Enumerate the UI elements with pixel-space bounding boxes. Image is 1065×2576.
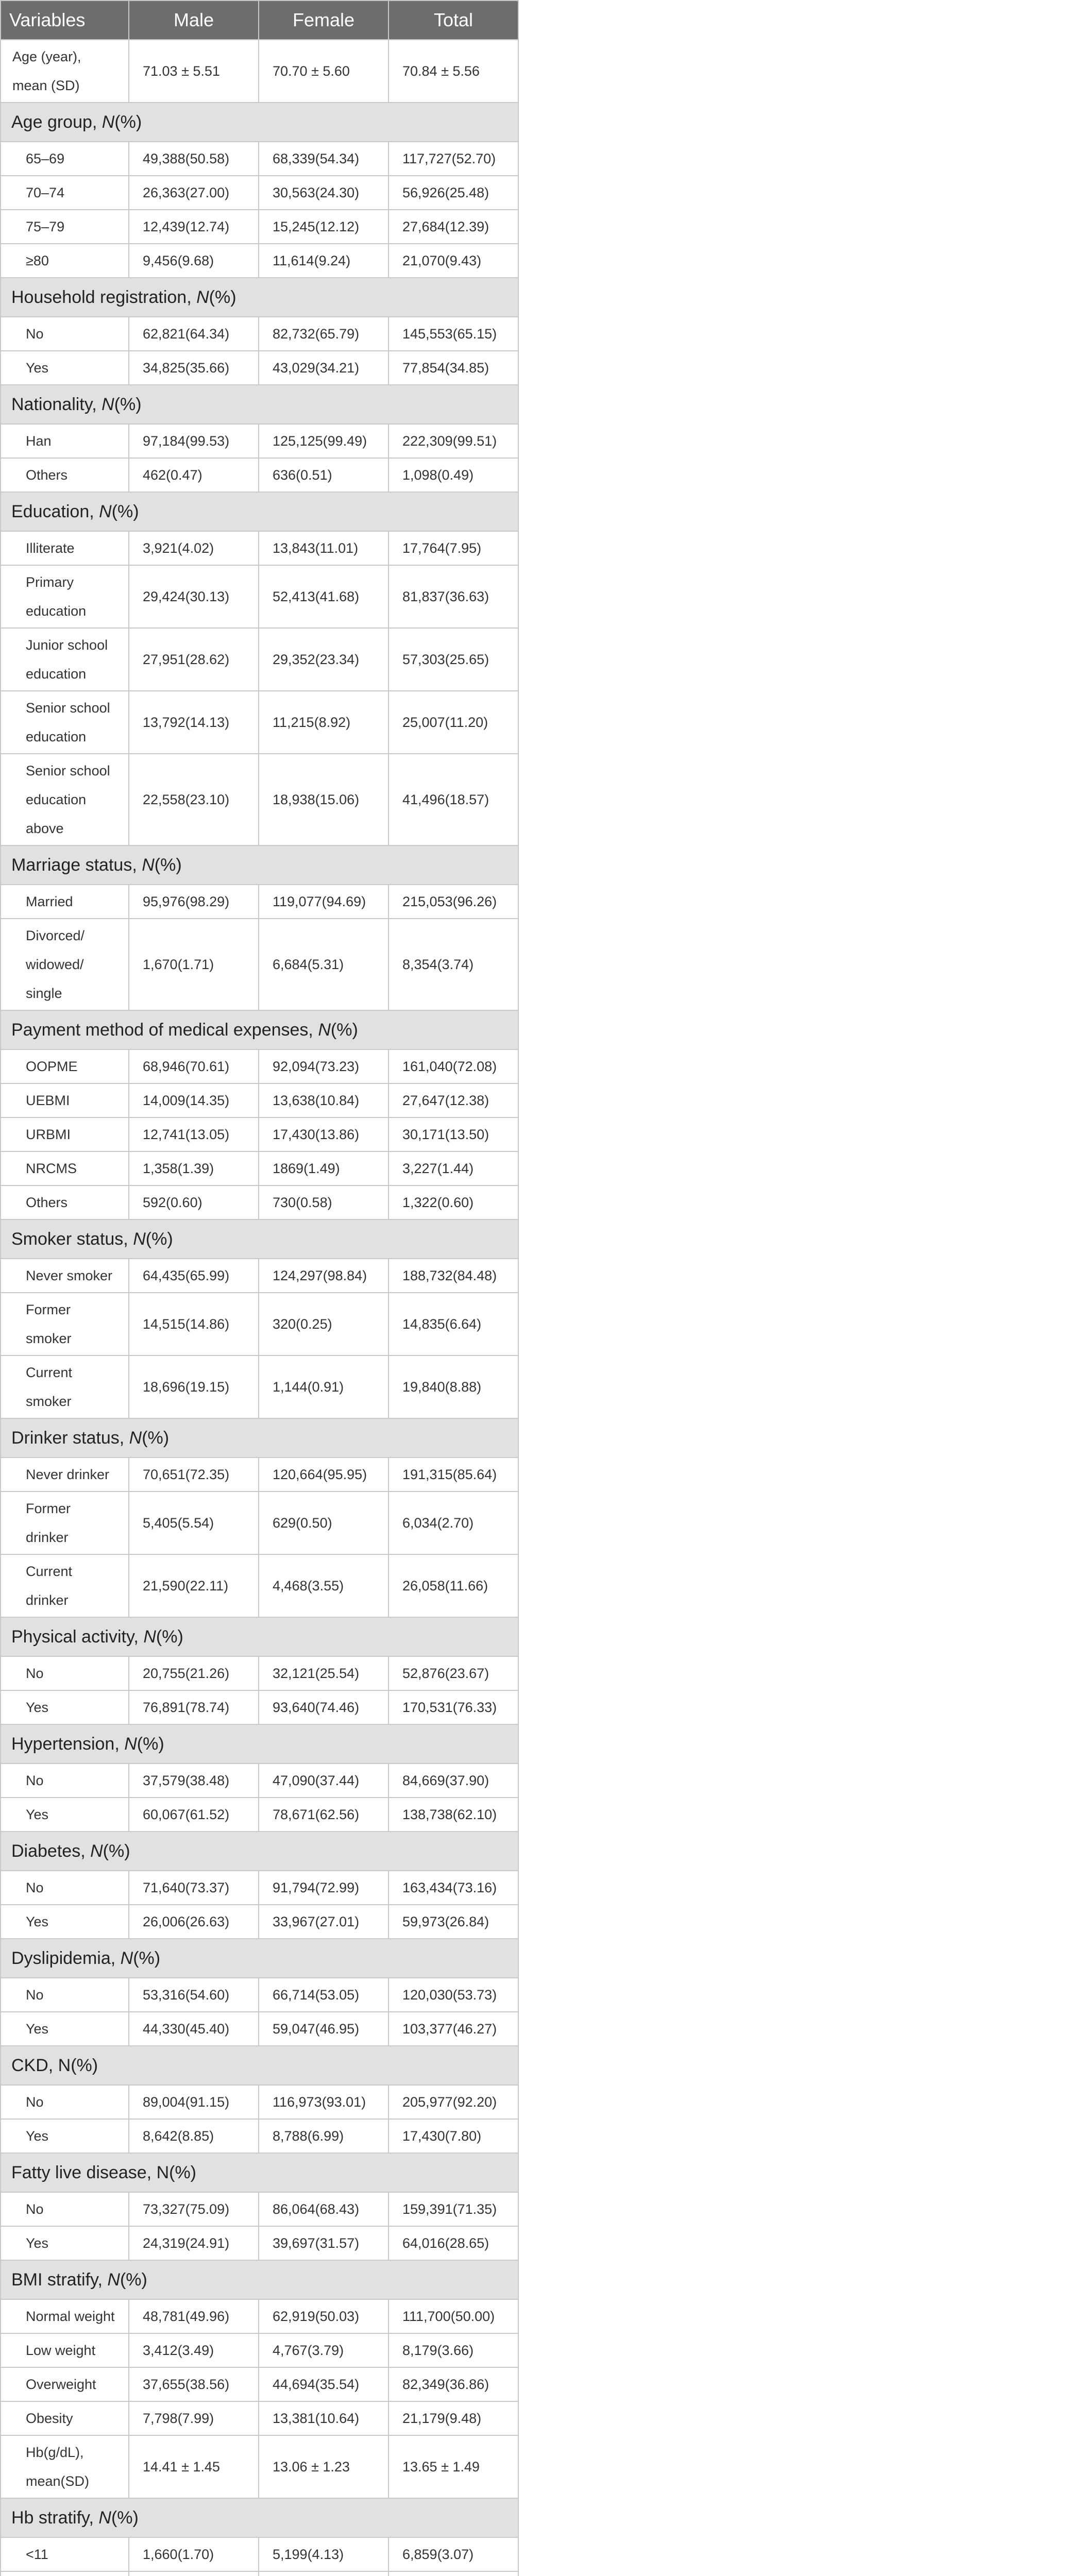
section-title: Dyslipidemia, N(%) [1, 1939, 518, 1978]
row-label: Yes [1, 1690, 129, 1724]
cell-female: 1869(1.49) [259, 1151, 388, 1185]
cell-male: 29,424(30.13) [129, 565, 259, 628]
table-row [1, 2401, 518, 2435]
cell-female: 32,121(25.54) [259, 1656, 388, 1690]
cell-female: 1,144(0.91) [259, 1355, 388, 1418]
cell-female: 44,694(35.54) [259, 2367, 388, 2401]
cell-female: 730(0.58) [259, 1185, 388, 1219]
row-label: Hb(g/dL), mean(SD) [1, 2435, 129, 2498]
cell-male: 26,006(26.63) [129, 1905, 259, 1939]
cell-total: 27,684(12.39) [388, 210, 518, 244]
section-header-row [1, 1617, 518, 1656]
cell-total: 77,854(34.85) [388, 351, 518, 385]
table-row [1, 1978, 518, 2012]
cell-female: 320(0.25) [259, 1293, 388, 1355]
cell-total: 26,058(11.66) [388, 1554, 518, 1617]
row-label: Former smoker [1, 1293, 129, 1355]
row-label: No [1, 1871, 129, 1905]
cell-female: 17,430(13.86) [259, 1117, 388, 1151]
cell-total: 6,034(2.70) [388, 1492, 518, 1554]
cell-male: 3,412(3.49) [129, 2333, 259, 2367]
table-row [1, 1554, 518, 1617]
row-label: Yes [1, 2012, 129, 2046]
cell-total: 41,496(18.57) [388, 754, 518, 845]
cell-female: 4,468(3.55) [259, 1554, 388, 1617]
cell-male: 53,316(54.60) [129, 1978, 259, 2012]
cell-male: 5,405(5.54) [129, 1492, 259, 1554]
table-row [1, 2226, 518, 2260]
row-label: OOPME [1, 1049, 129, 1083]
table-row [1, 628, 518, 691]
row-label: Primary education [1, 565, 129, 628]
section-title: Fatty live disease, N(%) [1, 2153, 518, 2192]
section-title: Hb stratify, N(%) [1, 2498, 518, 2537]
row-label: 70–74 [1, 176, 129, 210]
section-title: Household registration, N(%) [1, 278, 518, 317]
section-header-row [1, 845, 518, 885]
section-header-row [1, 1219, 518, 1259]
cell-male: 20,755(21.26) [129, 1656, 259, 1690]
cell-female: 68,339(54.34) [259, 142, 388, 176]
cell-female: 18,938(15.06) [259, 754, 388, 845]
cell-total: 170,531(76.33) [388, 1690, 518, 1724]
table-row [1, 40, 518, 103]
header-total: Total [388, 1, 518, 40]
section-title: Smoker status, N(%) [1, 1219, 518, 1259]
section-title: Age group, N(%) [1, 103, 518, 142]
cell-total: 1,098(0.49) [388, 458, 518, 492]
cell-total: 57,303(25.65) [388, 628, 518, 691]
cell-total: 138,738(62.10) [388, 1798, 518, 1832]
table-row [1, 691, 518, 754]
section-header-row [1, 1724, 518, 1764]
row-label: No [1, 1656, 129, 1690]
row-label: Low weight [1, 2333, 129, 2367]
row-label: Others [1, 1185, 129, 1219]
cell-female: 43,029(34.21) [259, 351, 388, 385]
cell-female: 11,614(9.24) [259, 244, 388, 278]
cell-total: 84,669(37.90) [388, 1764, 518, 1798]
cell-male: 60,067(61.52) [129, 1798, 259, 1832]
section-title: CKD, N(%) [1, 2046, 518, 2085]
cell-total: 25,007(11.20) [388, 691, 518, 754]
section-header-row [1, 1010, 518, 1049]
cell-male: 9,456(9.68) [129, 244, 259, 278]
cell-female: 125,125(99.49) [259, 424, 388, 458]
cell-total: 222,309(99.51) [388, 424, 518, 458]
cell-female: 629(0.50) [259, 1492, 388, 1554]
header-male: Male [129, 1, 259, 40]
table-row [1, 2367, 518, 2401]
cell-male: 76,891(78.74) [129, 1690, 259, 1724]
cell-total: 3,227(1.44) [388, 1151, 518, 1185]
cell-female: 13,381(10.64) [259, 2401, 388, 2435]
cell-total: 52,876(23.67) [388, 1656, 518, 1690]
cell-male: 14.41 ± 1.45 [129, 2435, 259, 2498]
section-title: Nationality, N(%) [1, 385, 518, 424]
cell-total: 13.65 ± 1.49 [388, 2435, 518, 2498]
cell-male: 68,946(70.61) [129, 1049, 259, 1083]
cell-total [388, 2571, 518, 2576]
cell-male: 62,821(64.34) [129, 317, 259, 351]
cell-female: 92,094(73.23) [259, 1049, 388, 1083]
header-variables: Variables [1, 1, 129, 40]
table-row [1, 2012, 518, 2046]
section-title: Physical activity, N(%) [1, 1617, 518, 1656]
cell-female: 124,297(98.84) [259, 1259, 388, 1293]
cell-male: 26,363(27.00) [129, 176, 259, 210]
cell-female: 91,794(72.99) [259, 1871, 388, 1905]
section-header-row [1, 492, 518, 531]
row-label: Yes [1, 351, 129, 385]
section-title: Hypertension, N(%) [1, 1724, 518, 1764]
header-row [1, 1, 518, 40]
cell-male: 73,327(75.09) [129, 2192, 259, 2226]
table-row [1, 919, 518, 1010]
cell-total: 17,430(7.80) [388, 2119, 518, 2153]
cell-female: 33,967(27.01) [259, 1905, 388, 1939]
cell-female: 13,638(10.84) [259, 1083, 388, 1117]
row-label: Yes [1, 2226, 129, 2260]
row-label: No [1, 2085, 129, 2119]
cell-total: 21,070(9.43) [388, 244, 518, 278]
cell-male: 71.03 ± 5.51 [129, 40, 259, 103]
cell-female: 93,640(74.46) [259, 1690, 388, 1724]
cell-total: 19,840(8.88) [388, 1355, 518, 1418]
row-label: No [1, 1978, 129, 2012]
row-label: No [1, 1764, 129, 1798]
header-female: Female [259, 1, 388, 40]
section-title: Marriage status, N(%) [1, 845, 518, 885]
cell-female: 13.06 ± 1.23 [259, 2435, 388, 2498]
row-label: 65–69 [1, 142, 129, 176]
cell-total: 30,171(13.50) [388, 1117, 518, 1151]
cell-male: 48,781(49.96) [129, 2299, 259, 2333]
table-row [1, 1049, 518, 1083]
cell-total: 188,732(84.48) [388, 1259, 518, 1293]
cell-total: 27,647(12.38) [388, 1083, 518, 1117]
table-header [1, 1, 518, 40]
row-label: Junior school education [1, 628, 129, 691]
cell-female: 8,788(6.99) [259, 2119, 388, 2153]
table-row [1, 1905, 518, 1939]
cell-male: 64,435(65.99) [129, 1259, 259, 1293]
baseline-characteristics-table [0, 0, 519, 2576]
section-header-row [1, 278, 518, 317]
table-body [1, 40, 518, 2576]
cell-male: 7,798(7.99) [129, 2401, 259, 2435]
cell-total: 8,354(3.74) [388, 919, 518, 1010]
row-label: URBMI [1, 1117, 129, 1151]
cell-female: 119,077(94.69) [259, 885, 388, 919]
table-row [1, 754, 518, 845]
row-label: Yes [1, 2119, 129, 2153]
cell-total: 21,179(9.48) [388, 2401, 518, 2435]
cell-female: 120,664(95.95) [259, 1458, 388, 1492]
cell-female: 5,199(4.13) [259, 2537, 388, 2571]
table-row [1, 1151, 518, 1185]
cell-male: 21,590(22.11) [129, 1554, 259, 1617]
row-label: Current smoker [1, 1355, 129, 1418]
cell-male: 12,439(12.74) [129, 210, 259, 244]
table-row [1, 458, 518, 492]
row-label: Age (year), mean (SD) [1, 40, 129, 103]
row-label [1, 2571, 129, 2576]
cell-total: 161,040(72.08) [388, 1049, 518, 1083]
table-row [1, 142, 518, 176]
table-row [1, 1656, 518, 1690]
row-label: Others [1, 458, 129, 492]
cell-total: 81,837(36.63) [388, 565, 518, 628]
cell-total: 215,053(96.26) [388, 885, 518, 919]
table-row [1, 2085, 518, 2119]
row-label: Married [1, 885, 129, 919]
section-header-row [1, 2153, 518, 2192]
cell-total: 14,835(6.64) [388, 1293, 518, 1355]
cell-total: 103,377(46.27) [388, 2012, 518, 2046]
cell-total: 70.84 ± 5.56 [388, 40, 518, 103]
table-row [1, 1690, 518, 1724]
cell-female: 6,684(5.31) [259, 919, 388, 1010]
cell-total: 1,322(0.60) [388, 1185, 518, 1219]
cell-total: 82,349(36.86) [388, 2367, 518, 2401]
cell-male: 1,358(1.39) [129, 1151, 259, 1185]
cell-total: 145,553(65.15) [388, 317, 518, 351]
cell-total: 56,926(25.48) [388, 176, 518, 210]
table-row [1, 2537, 518, 2571]
cell-total: 64,016(28.65) [388, 2226, 518, 2260]
cell-female: 30,563(24.30) [259, 176, 388, 210]
cell-male: 13,792(14.13) [129, 691, 259, 754]
row-label: Senior school education above [1, 754, 129, 845]
cell-female: 116,973(93.01) [259, 2085, 388, 2119]
cell-male: 3,921(4.02) [129, 531, 259, 565]
section-header-row [1, 2498, 518, 2537]
cell-male: 22,558(23.10) [129, 754, 259, 845]
cell-total: 120,030(53.73) [388, 1978, 518, 2012]
table-row [1, 531, 518, 565]
cell-female [259, 2571, 388, 2576]
table-row [1, 2119, 518, 2153]
table-row [1, 317, 518, 351]
table-row [1, 2571, 518, 2576]
table-row [1, 565, 518, 628]
row-label: Yes [1, 1798, 129, 1832]
cell-male: 44,330(45.40) [129, 2012, 259, 2046]
cell-male: 12,741(13.05) [129, 1117, 259, 1151]
row-label: Overweight [1, 2367, 129, 2401]
table-row [1, 1259, 518, 1293]
table-row [1, 1798, 518, 1832]
cell-male: 37,579(38.48) [129, 1764, 259, 1798]
row-label: Yes [1, 1905, 129, 1939]
section-title: BMI stratify, N(%) [1, 2260, 518, 2299]
cell-male: 14,515(14.86) [129, 1293, 259, 1355]
table-row [1, 2192, 518, 2226]
row-label: Obesity [1, 2401, 129, 2435]
table-row [1, 1117, 518, 1151]
cell-male: 89,004(91.15) [129, 2085, 259, 2119]
table-row [1, 885, 518, 919]
cell-total: 8,179(3.66) [388, 2333, 518, 2367]
cell-male: 18,696(19.15) [129, 1355, 259, 1418]
row-label: Han [1, 424, 129, 458]
section-header-row [1, 2260, 518, 2299]
cell-female: 636(0.51) [259, 458, 388, 492]
section-header-row [1, 385, 518, 424]
cell-female: 15,245(12.12) [259, 210, 388, 244]
table-row [1, 424, 518, 458]
row-label: ≥80 [1, 244, 129, 278]
cell-male: 37,655(38.56) [129, 2367, 259, 2401]
table-row [1, 1492, 518, 1554]
cell-female: 62,919(50.03) [259, 2299, 388, 2333]
cell-male: 71,640(73.37) [129, 1871, 259, 1905]
cell-male: 8,642(8.85) [129, 2119, 259, 2153]
table-row [1, 1871, 518, 1905]
section-title: Payment method of medical expenses, N(%) [1, 1010, 518, 1049]
table-row [1, 1355, 518, 1418]
table-row [1, 176, 518, 210]
row-label: Divorced/ widowed/ single [1, 919, 129, 1010]
cell-female: 13,843(11.01) [259, 531, 388, 565]
cell-male: 462(0.47) [129, 458, 259, 492]
cell-total: 205,977(92.20) [388, 2085, 518, 2119]
cell-male: 70,651(72.35) [129, 1458, 259, 1492]
cell-female: 29,352(23.34) [259, 628, 388, 691]
cell-total: 117,727(52.70) [388, 142, 518, 176]
section-header-row [1, 2046, 518, 2085]
table-row [1, 1764, 518, 1798]
cell-male: 95,976(98.29) [129, 885, 259, 919]
table-row [1, 1458, 518, 1492]
cell-male: 592(0.60) [129, 1185, 259, 1219]
cell-male: 1,670(1.71) [129, 919, 259, 1010]
row-label: No [1, 2192, 129, 2226]
section-header-row [1, 1939, 518, 1978]
cell-female: 39,697(31.57) [259, 2226, 388, 2260]
row-label: UEBMI [1, 1083, 129, 1117]
section-title: Education, N(%) [1, 492, 518, 531]
row-label: <11 [1, 2537, 129, 2571]
cell-total: 17,764(7.95) [388, 531, 518, 565]
section-header-row [1, 1832, 518, 1871]
table-row [1, 244, 518, 278]
cell-total: 191,315(85.64) [388, 1458, 518, 1492]
cell-female: 82,732(65.79) [259, 317, 388, 351]
cell-total: 6,859(3.07) [388, 2537, 518, 2571]
table-row [1, 2435, 518, 2498]
cell-female: 59,047(46.95) [259, 2012, 388, 2046]
table-row [1, 1083, 518, 1117]
row-label: 75–79 [1, 210, 129, 244]
table-row [1, 1185, 518, 1219]
section-header-row [1, 103, 518, 142]
row-label: Never drinker [1, 1458, 129, 1492]
row-label: Current drinker [1, 1554, 129, 1617]
section-header-row [1, 1418, 518, 1458]
row-label: Illiterate [1, 531, 129, 565]
cell-male: 49,388(50.58) [129, 142, 259, 176]
section-title: Diabetes, N(%) [1, 1832, 518, 1871]
cell-male: 34,825(35.66) [129, 351, 259, 385]
cell-male: 24,319(24.91) [129, 2226, 259, 2260]
cell-female: 86,064(68.43) [259, 2192, 388, 2226]
table-row [1, 1293, 518, 1355]
cell-female: 78,671(62.56) [259, 1798, 388, 1832]
cell-female: 4,767(3.79) [259, 2333, 388, 2367]
row-label: Former drinker [1, 1492, 129, 1554]
table-row [1, 2299, 518, 2333]
cell-male [129, 2571, 259, 2576]
row-label: Never smoker [1, 1259, 129, 1293]
cell-female: 52,413(41.68) [259, 565, 388, 628]
section-title: Drinker status, N(%) [1, 1418, 518, 1458]
cell-total: 111,700(50.00) [388, 2299, 518, 2333]
row-label: Senior school education [1, 691, 129, 754]
cell-female: 47,090(37.44) [259, 1764, 388, 1798]
cell-female: 70.70 ± 5.60 [259, 40, 388, 103]
row-label: NRCMS [1, 1151, 129, 1185]
cell-female: 11,215(8.92) [259, 691, 388, 754]
cell-total: 59,973(26.84) [388, 1905, 518, 1939]
cell-female: 66,714(53.05) [259, 1978, 388, 2012]
cell-male: 97,184(99.53) [129, 424, 259, 458]
row-label: No [1, 317, 129, 351]
cell-male: 1,660(1.70) [129, 2537, 259, 2571]
cell-male: 27,951(28.62) [129, 628, 259, 691]
table-row [1, 351, 518, 385]
row-label: Normal weight [1, 2299, 129, 2333]
table-row [1, 2333, 518, 2367]
cell-male: 14,009(14.35) [129, 1083, 259, 1117]
cell-total: 159,391(71.35) [388, 2192, 518, 2226]
table-row [1, 210, 518, 244]
cell-total: 163,434(73.16) [388, 1871, 518, 1905]
